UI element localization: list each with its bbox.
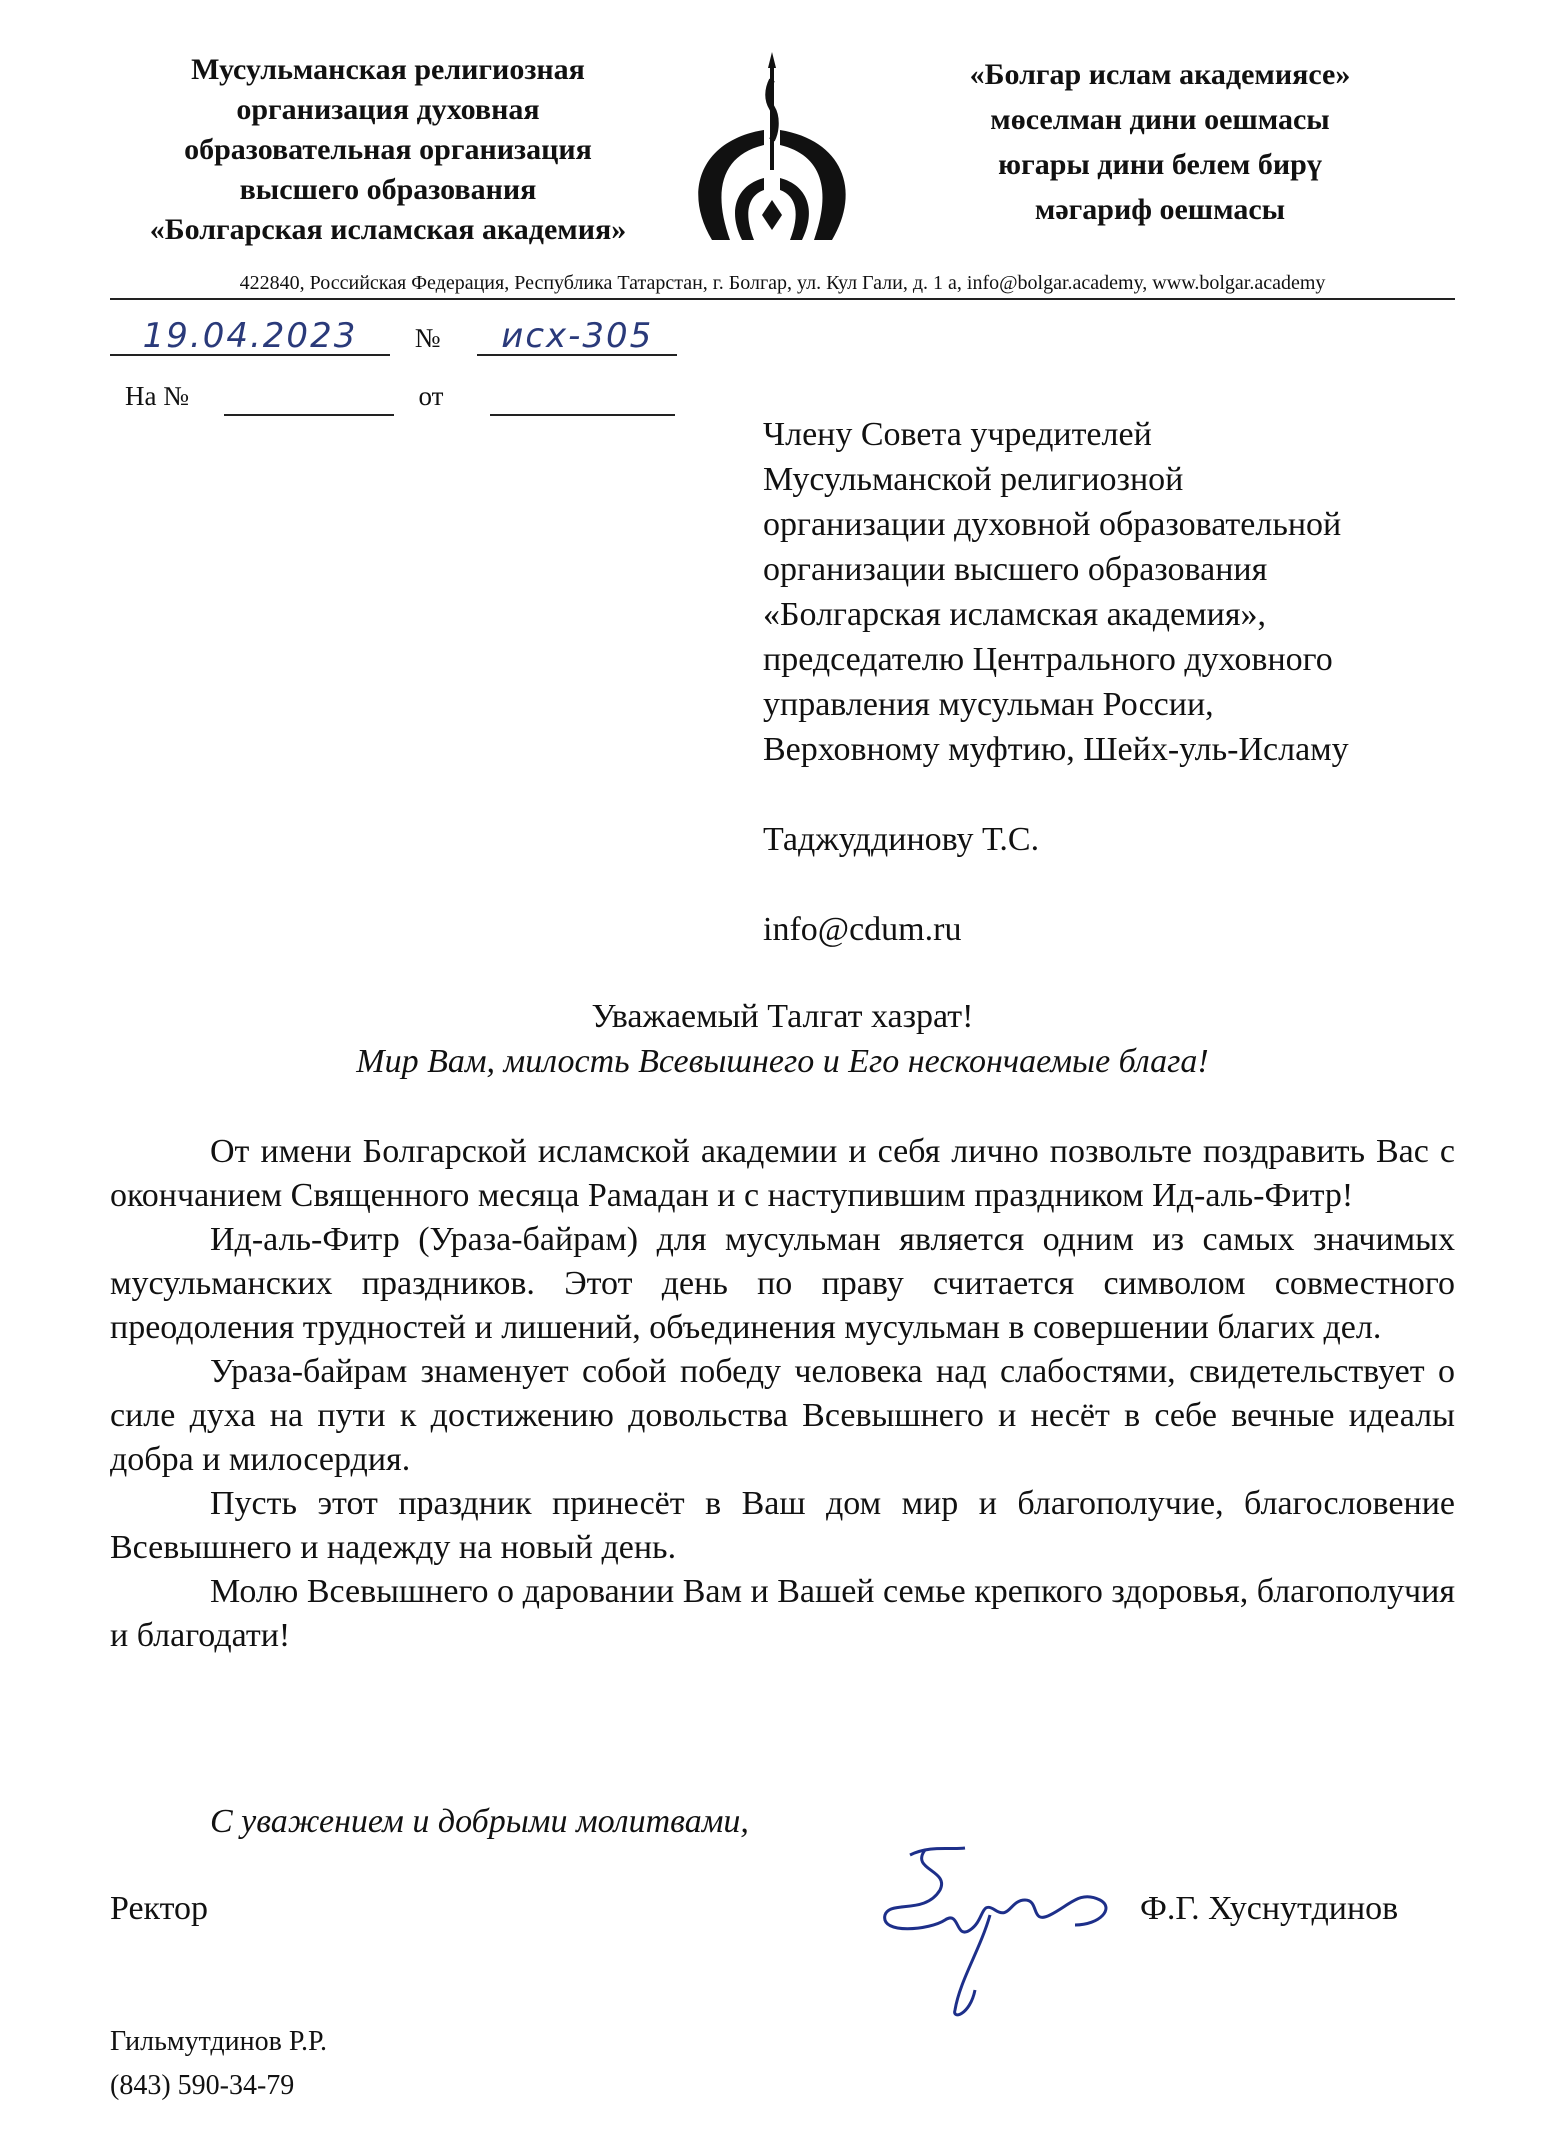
addressee-email: info@cdum.ru (763, 911, 962, 948)
addressee-line: Верховному муфтию, Шейх-уль-Исламу (763, 731, 1349, 768)
body-paragraph: Пусть этот праздник принесёт в Ваш дом мир и благополучие, благословение Всевышнего и надежду на новый день. (110, 1485, 1455, 1566)
org-left-line: Мусульманская религиозная (191, 53, 585, 86)
outgoing-date: 19.04.2023 (110, 318, 390, 356)
body-paragraph: Ураза-байрам знаменует собой победу человека над слабостями, свидетельствует о силе духа на пути к достижению довольства Всевышнего и несёт в себе вечные идеалы добра и милосердия. (110, 1353, 1455, 1478)
reference-date-blank (490, 378, 675, 416)
signer-position: Ректор (110, 1890, 209, 1927)
handwritten-signature (870, 1830, 1120, 2020)
org-right-line: югары дини белем бирү (998, 148, 1322, 181)
org-name-russian (108, 50, 668, 250)
salutation: Уважаемый Талгат хазрат! (591, 998, 974, 1035)
org-left-line: организация духовная (236, 93, 540, 126)
org-right-line: «Болгар ислам академиясе» (969, 58, 1351, 91)
addressee-line: председателю Центрального духовного (763, 641, 1333, 678)
reference-number-label: На № (125, 381, 189, 411)
letter-body (110, 1130, 1455, 1658)
executor-name: Гильмутдинов Р.Р. (110, 2026, 328, 2057)
org-right-line: мөселман дини оешмасы (990, 103, 1330, 136)
executor-phone: (843) 590-34-79 (110, 2070, 295, 2101)
number-label: № (414, 323, 441, 353)
org-left-line: «Болгарская исламская академия» (149, 213, 627, 246)
org-left-line: высшего образования (239, 173, 537, 206)
academy-dome-logo-icon (672, 50, 872, 250)
org-right-line: мәгариф оешмасы (1034, 193, 1286, 226)
reference-number-blank (224, 378, 394, 416)
body-paragraph: От имени Болгарской исламской академии и себя лично позвольте поздравить Вас с окончанием Священного месяца Рамадан и с наступившим праздником Ид-аль-Фитр! (110, 1133, 1455, 1214)
addressee-line: организации высшего образования (763, 551, 1268, 588)
blessing: Мир Вам, милость Всевышнего и Его нескончаемые блага! (356, 1043, 1209, 1080)
reference-row (125, 378, 675, 416)
org-name-tatar (900, 52, 1420, 232)
org-address: 422840, Российская Федерация, Республика Татарстан, г. Болгар, ул. Кул Гали, д. 1 а, info@bolgar.academy, www.bolgar.academy (110, 270, 1455, 300)
addressee-line: «Болгарская исламская академия», (763, 596, 1267, 633)
addressee-line: Члену Совета учредителей (763, 416, 1152, 453)
addressee-line: организации духовной образовательной (763, 506, 1342, 543)
closing-phrase: С уважением и добрыми молитвами, (210, 1803, 749, 1840)
addressee-line: Мусульманской религиозной (763, 461, 1184, 498)
registration-row (110, 318, 677, 356)
body-paragraph: Ид-аль-Фитр (Ураза-байрам) для мусульман является одним из самых значимых мусульманских праздников. Этот день по праву считается символом совместного преодоления трудностей и лишений, объединения мусульман в совершении благих дел. (110, 1221, 1455, 1346)
addressee-line: управления мусульман России, (763, 686, 1214, 723)
addressee-name: Таджуддинову Т.С. (763, 821, 1040, 858)
executor-info (110, 2020, 327, 2108)
body-paragraph: Молю Всевышнего о даровании Вам и Вашей семье крепкого здоровья, благополучия и благодати! (110, 1573, 1455, 1654)
greeting (110, 994, 1455, 1084)
reference-date-label: от (418, 381, 444, 411)
outgoing-number: исх-305 (477, 318, 677, 356)
org-left-line: образовательная организация (184, 133, 592, 166)
signer-name: Ф.Г. Хуснутдинов (1140, 1890, 1399, 1927)
addressee-block (763, 412, 1463, 952)
